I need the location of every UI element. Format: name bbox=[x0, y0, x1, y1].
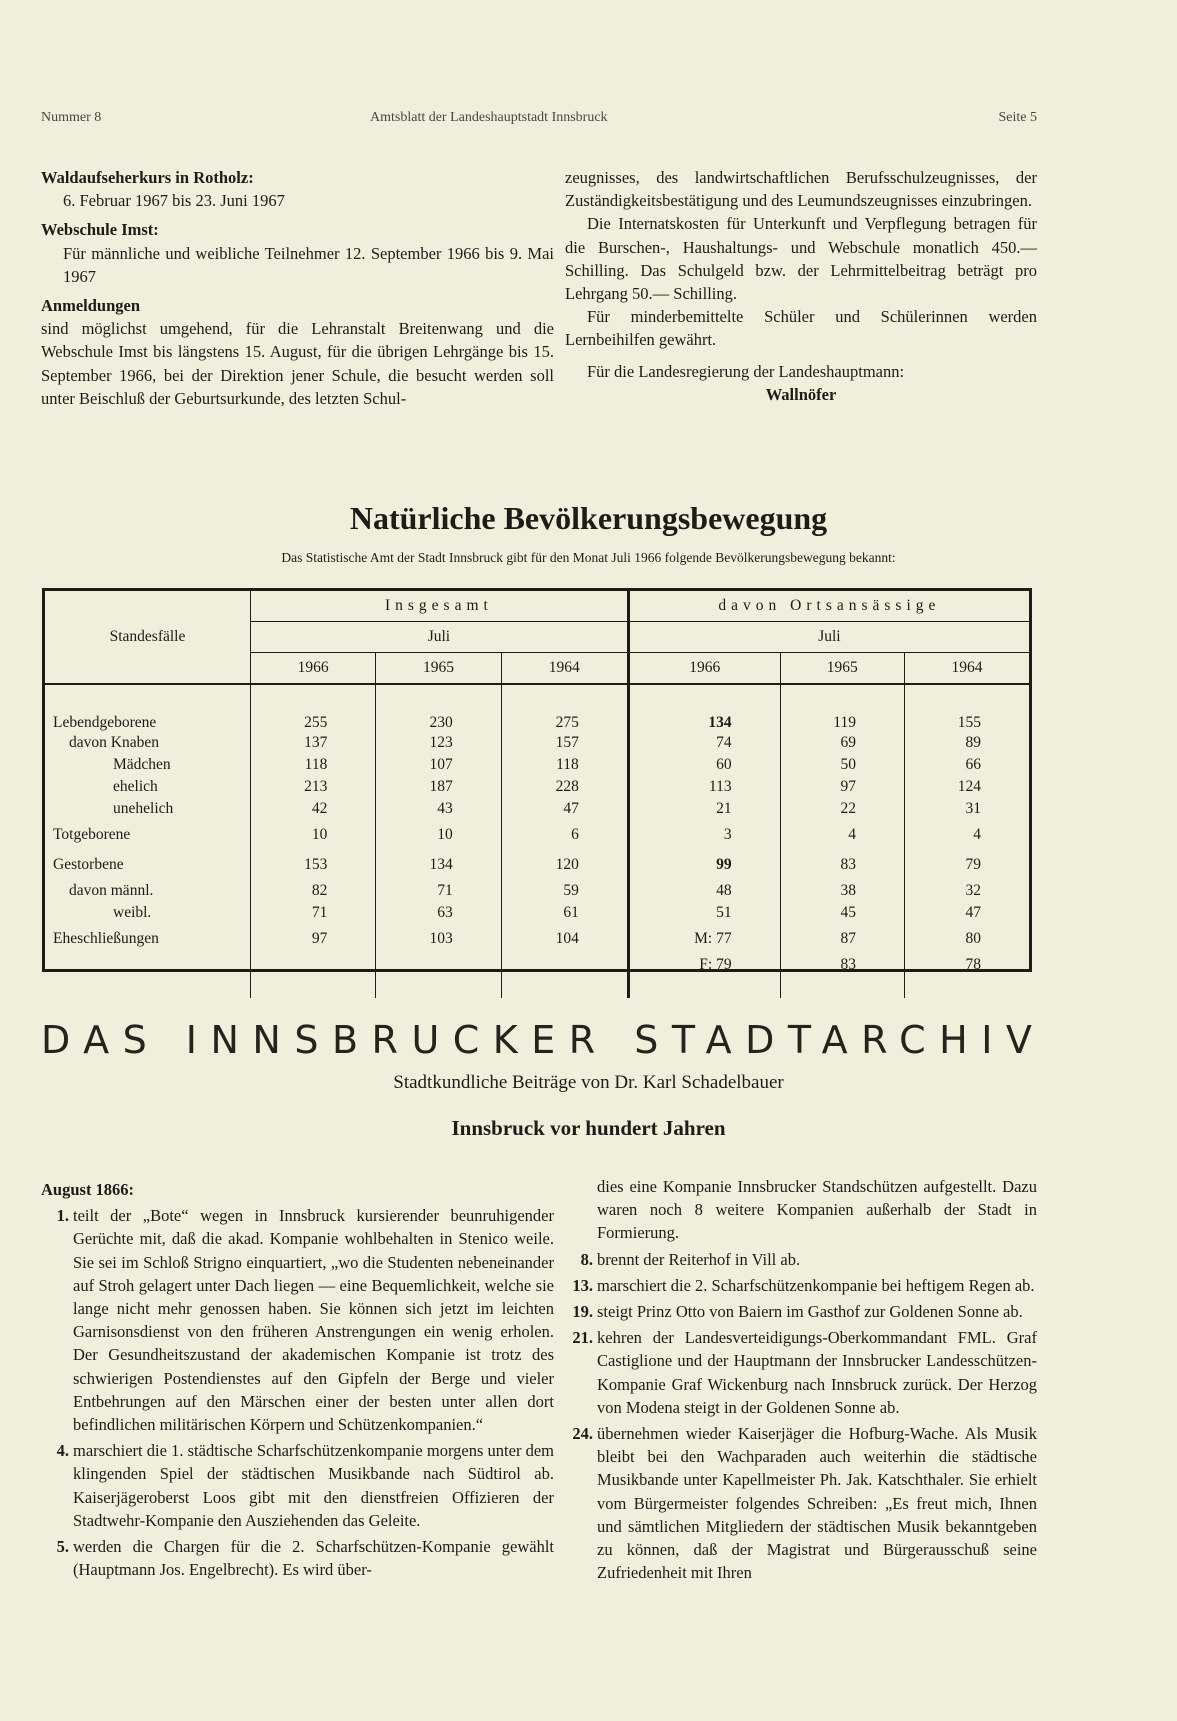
month-heading: August 1866: bbox=[41, 1180, 135, 1199]
table-cell: 124 bbox=[904, 776, 1029, 798]
chronicle-entry bbox=[565, 1326, 1037, 1419]
paragraph: sind möglichst umgehend, für die Lehranstalt Breitenwang und die Webschule Imst bis längstens 15. August, für die übrigen Lehrgänge bis 15. September 1966, bei der Direktion jener Schule, die besucht werden soll unter Beischluß der Geburtsurkunde, des letzten Schul- bbox=[41, 319, 554, 408]
table-cell: 97 bbox=[780, 776, 904, 798]
chronicle-entry bbox=[41, 1535, 554, 1581]
table-cell: 120 bbox=[501, 850, 628, 880]
table-cell: 89 bbox=[904, 732, 1029, 754]
paragraph: dies eine Kompanie Innsbrucker Standschützen aufgestellt. Dazu waren noch 8 weitere Kompanien außerhalb der Stadt in Formierung. bbox=[597, 1177, 1037, 1243]
group-header-ortsansaessige: davon Ortsansässige bbox=[628, 591, 1029, 622]
table-cell: 134 bbox=[628, 684, 780, 732]
table-cell: 3 bbox=[628, 820, 780, 850]
table-cell: F: 79 bbox=[628, 954, 780, 976]
page-label: Seite 5 bbox=[998, 110, 1037, 125]
page-number: Nummer 8 bbox=[41, 110, 102, 125]
table-cell bbox=[376, 954, 501, 976]
year-header: 1965 bbox=[376, 653, 501, 685]
table-cell: 153 bbox=[251, 850, 376, 880]
entry-day: 1. bbox=[56, 1206, 69, 1226]
year-header: 1966 bbox=[628, 653, 780, 685]
table-cell: 228 bbox=[501, 776, 628, 798]
signature: Wallnöfer bbox=[765, 384, 837, 404]
table-cell: 74 bbox=[628, 732, 780, 754]
table-cell: 69 bbox=[780, 732, 904, 754]
table-cell: 118 bbox=[501, 754, 628, 776]
table-cell: M: 77 bbox=[628, 924, 780, 954]
year-header: 1964 bbox=[904, 653, 1029, 685]
row-label: Lebendgeborene bbox=[53, 714, 157, 731]
archive-title: DAS INNSBRUCKER STADTARCHIV bbox=[41, 1018, 1046, 1062]
table-row bbox=[45, 880, 1029, 902]
table-cell: 213 bbox=[251, 776, 376, 798]
table-cell: 187 bbox=[376, 776, 501, 798]
table-cell bbox=[251, 954, 376, 976]
table-row bbox=[45, 684, 1029, 732]
paragraph: Für die Landesregierung der Landeshauptmann: bbox=[587, 361, 905, 381]
group-header-insgesamt: Insgesamt bbox=[251, 591, 629, 622]
entry-text: marschiert die 2. Scharfschützenkompanie bei heftigem Regen ab. bbox=[597, 1275, 1035, 1295]
table-cell: 71 bbox=[376, 880, 501, 902]
entry-text: steigt Prinz Otto von Baiern im Gasthof zur Goldenen Sonne ab. bbox=[597, 1302, 1023, 1322]
col-header-standesfaelle: Standesfälle bbox=[45, 591, 251, 684]
stats-title: Natürliche Bevölkerungsbewegung bbox=[349, 500, 828, 536]
table-cell: 21 bbox=[628, 798, 780, 820]
row-label: Totgeborene bbox=[53, 826, 131, 843]
paragraph: Für minderbemittelte Schüler und Schülerinnen werden Lernbeihilfen gewährt. bbox=[565, 307, 1037, 350]
table-cell: 71 bbox=[251, 902, 376, 924]
row-label: Gestorbene bbox=[53, 856, 124, 873]
table-cell: 107 bbox=[376, 754, 501, 776]
chronicle-entry bbox=[41, 1204, 554, 1436]
table-cell: 43 bbox=[376, 798, 501, 820]
table-cell: 82 bbox=[251, 880, 376, 902]
row-label: ehelich bbox=[113, 778, 158, 795]
table-row bbox=[45, 776, 1029, 798]
table-cell: 78 bbox=[904, 954, 1029, 976]
row-label bbox=[45, 954, 251, 976]
entry-day: 8. bbox=[580, 1249, 593, 1269]
paragraph: 6. Februar 1967 bis 23. Juni 1967 bbox=[63, 191, 285, 211]
table-cell bbox=[628, 976, 780, 998]
entry-day: 24. bbox=[572, 1424, 593, 1444]
row-label: Eheschließungen bbox=[53, 930, 159, 947]
table-cell: 60 bbox=[628, 754, 780, 776]
table-cell: 157 bbox=[501, 732, 628, 754]
table-cell bbox=[780, 976, 904, 998]
table-cell bbox=[251, 976, 376, 998]
heading: Webschule Imst: bbox=[41, 220, 159, 240]
table-cell: 118 bbox=[251, 754, 376, 776]
table-cell: 61 bbox=[501, 902, 628, 924]
entry-day: 13. bbox=[572, 1275, 593, 1295]
publication-title: Amtsblatt der Landeshauptstadt Innsbruck bbox=[370, 110, 608, 125]
table-cell: 83 bbox=[780, 850, 904, 880]
table-cell bbox=[501, 954, 628, 976]
table-cell bbox=[376, 976, 501, 998]
top-left-column bbox=[41, 160, 554, 410]
entry-day: 21. bbox=[572, 1328, 593, 1348]
top-right-column bbox=[565, 166, 1037, 406]
row-label: weibl. bbox=[113, 904, 152, 921]
entry-text: werden die Chargen für die 2. Scharfschützen-Kompanie gewählt (Hauptmann Jos. Engelbrecht). Es wird über- bbox=[73, 1537, 554, 1580]
table-cell: 48 bbox=[628, 880, 780, 902]
archive-right-column bbox=[565, 1175, 1037, 1584]
table-cell: 155 bbox=[904, 684, 1029, 732]
year-header: 1964 bbox=[501, 653, 628, 685]
row-label: davon männl. bbox=[69, 882, 154, 899]
table-cell: 103 bbox=[376, 924, 501, 954]
table-cell: 134 bbox=[376, 850, 501, 880]
entry-text: übernehmen wieder Kaiserjäger die Hofburg-Wache. Als Musik bleibt bei den Wachparaden auch weiterhin die städtische Musikbande unter Kapellmeister Ph. Jak. Katschthaler. Sie erhielt vom Bürgermeister folgendes Schreiben: „Es freut mich, Ihnen und sämtlichen Mitgliedern der städtischen Musik bekanntgeben zu können, daß der Magistrat und Bürgerausschuß seine Zufriedenheit mit Ihren bbox=[597, 1424, 1037, 1583]
table-cell: 42 bbox=[251, 798, 376, 820]
chronicle-entry bbox=[565, 1248, 1037, 1271]
stats-intro: Das Statistische Amt der Stadt Innsbruck gibt für den Monat Juli 1966 folgende Bevölkerungsbewegung bekannt: bbox=[281, 550, 896, 565]
table-cell: 38 bbox=[780, 880, 904, 902]
year-header: 1966 bbox=[251, 653, 376, 685]
table-cell: 50 bbox=[780, 754, 904, 776]
table-row bbox=[45, 820, 1029, 850]
table-cell: 123 bbox=[376, 732, 501, 754]
table-cell: 230 bbox=[376, 684, 501, 732]
table-cell: 83 bbox=[780, 954, 904, 976]
table-cell: 113 bbox=[628, 776, 780, 798]
table-cell: 32 bbox=[904, 880, 1029, 902]
table-cell: 119 bbox=[780, 684, 904, 732]
table-row bbox=[45, 798, 1029, 820]
paragraph: zeugnisses, des landwirtschaftlichen Berufsschulzeugnisses, der Zuständigkeitsbestätigung und des Leumundszeugnisses einzubringen. bbox=[565, 168, 1037, 211]
table-row bbox=[45, 954, 1029, 976]
table-cell: 97 bbox=[251, 924, 376, 954]
table-row bbox=[45, 976, 1029, 998]
table-cell bbox=[904, 976, 1029, 998]
table-cell: 10 bbox=[251, 820, 376, 850]
entry-text: teilt der „Bote“ wegen in Innsbruck kursierender beunruhigender Gerüchte mit, daß die akad. Kompanie wohlbehalten in Stenico weile. Sie sei im Schloß Strigno einquartiert, „wo die Studenten nebeneinander auf Stroh gelagert unter Dach liegen — eine Bequemlichkeit, welche sie lange nicht mehr genossen haben. Sie können sich jetzt im leichten Garnisonsdienst von den früheren Anstrengungen ein wenig erholen. Der Gesundheitszustand der akademischen Kompanie ist trotz des schwierigen Postendienstes auf den Gipfeln der Berge und vieler Entbehrungen auf den Märschen einer der besten unter allen dort befindlichen militärischen Körpern und Schützenkompanien.“ bbox=[73, 1206, 554, 1435]
entry-day: 5. bbox=[56, 1537, 69, 1557]
table-cell: 104 bbox=[501, 924, 628, 954]
table-cell: 137 bbox=[251, 732, 376, 754]
archive-subtitle: Stadtkundliche Beiträge von Dr. Karl Schadelbauer bbox=[393, 1072, 784, 1093]
archive-left-column bbox=[41, 1172, 554, 1581]
table-cell: 4 bbox=[780, 820, 904, 850]
table-cell bbox=[501, 976, 628, 998]
table-cell: 45 bbox=[780, 902, 904, 924]
table-cell: 80 bbox=[904, 924, 1029, 954]
table-row bbox=[45, 754, 1029, 776]
paragraph: Für männliche und weibliche Teilnehmer 12. September 1966 bis 9. Mai 1967 bbox=[63, 243, 554, 286]
table-row bbox=[45, 732, 1029, 754]
table-cell: 6 bbox=[501, 820, 628, 850]
table-row bbox=[45, 902, 1029, 924]
table-cell: 66 bbox=[904, 754, 1029, 776]
table-cell: 10 bbox=[376, 820, 501, 850]
entry-text: marschiert die 1. städtische Scharfschützenkompanie morgens unter dem klingenden Spiel der städtischen Musikbande nach Südtirol ab. Kaiserjägeroberst Loos gibt mit den dienstfreien Offizieren der Stadtwehr-Kompanie den Ausziehenden das Geleite. bbox=[73, 1441, 554, 1530]
table-cell: 87 bbox=[780, 924, 904, 954]
population-table bbox=[42, 588, 1032, 972]
row-label: unehelich bbox=[113, 800, 174, 817]
table-row bbox=[45, 924, 1029, 954]
chronicle-entry bbox=[565, 1274, 1037, 1297]
entry-day: 19. bbox=[572, 1302, 593, 1322]
heading: Waldaufseherkurs in Rotholz: bbox=[41, 168, 254, 187]
table-cell: 79 bbox=[904, 850, 1029, 880]
entry-day: 4. bbox=[56, 1441, 69, 1461]
table-cell: 63 bbox=[376, 902, 501, 924]
section-title: Innsbruck vor hundert Jahren bbox=[451, 1116, 726, 1140]
month-header: Juli bbox=[628, 622, 1029, 653]
table-cell: 255 bbox=[251, 684, 376, 732]
chronicle-entry bbox=[565, 1300, 1037, 1323]
table-cell: 4 bbox=[904, 820, 1029, 850]
table-cell: 31 bbox=[904, 798, 1029, 820]
table-cell: 47 bbox=[904, 902, 1029, 924]
row-label: Mädchen bbox=[113, 756, 171, 773]
chronicle-entry bbox=[565, 1422, 1037, 1584]
entry-text: brennt der Reiterhof in Vill ab. bbox=[597, 1249, 801, 1269]
row-label: davon Knaben bbox=[69, 734, 159, 751]
heading: Anmeldungen bbox=[41, 296, 141, 316]
paragraph: Die Internatskosten für Unterkunft und Verpflegung betragen für die Burschen-, Haushaltungs- und Webschule monatlich 450.— Schilling. Das Schulgeld bzw. der Lehrmittelbeitrag beträgt pro Lehrgang 50.— Schilling. bbox=[565, 214, 1037, 304]
table-cell: 59 bbox=[501, 880, 628, 902]
chronicle-entry bbox=[41, 1439, 554, 1532]
table-cell: 22 bbox=[780, 798, 904, 820]
table-cell: 51 bbox=[628, 902, 780, 924]
month-header: Juli bbox=[251, 622, 629, 653]
table-row bbox=[45, 850, 1029, 880]
table-cell: 275 bbox=[501, 684, 628, 732]
table-cell: 47 bbox=[501, 798, 628, 820]
year-header: 1965 bbox=[780, 653, 904, 685]
table-cell: 99 bbox=[628, 850, 780, 880]
entry-text: kehren der Landesverteidigungs-Oberkommandant FML. Graf Castiglione und der Hauptmann der Innsbrucker Landesschützen-Kompanie Graf Wickenburg nach Innsbruck zurück. Der Herzog von Modena steigt in der Goldenen Sonne ab. bbox=[597, 1328, 1037, 1417]
